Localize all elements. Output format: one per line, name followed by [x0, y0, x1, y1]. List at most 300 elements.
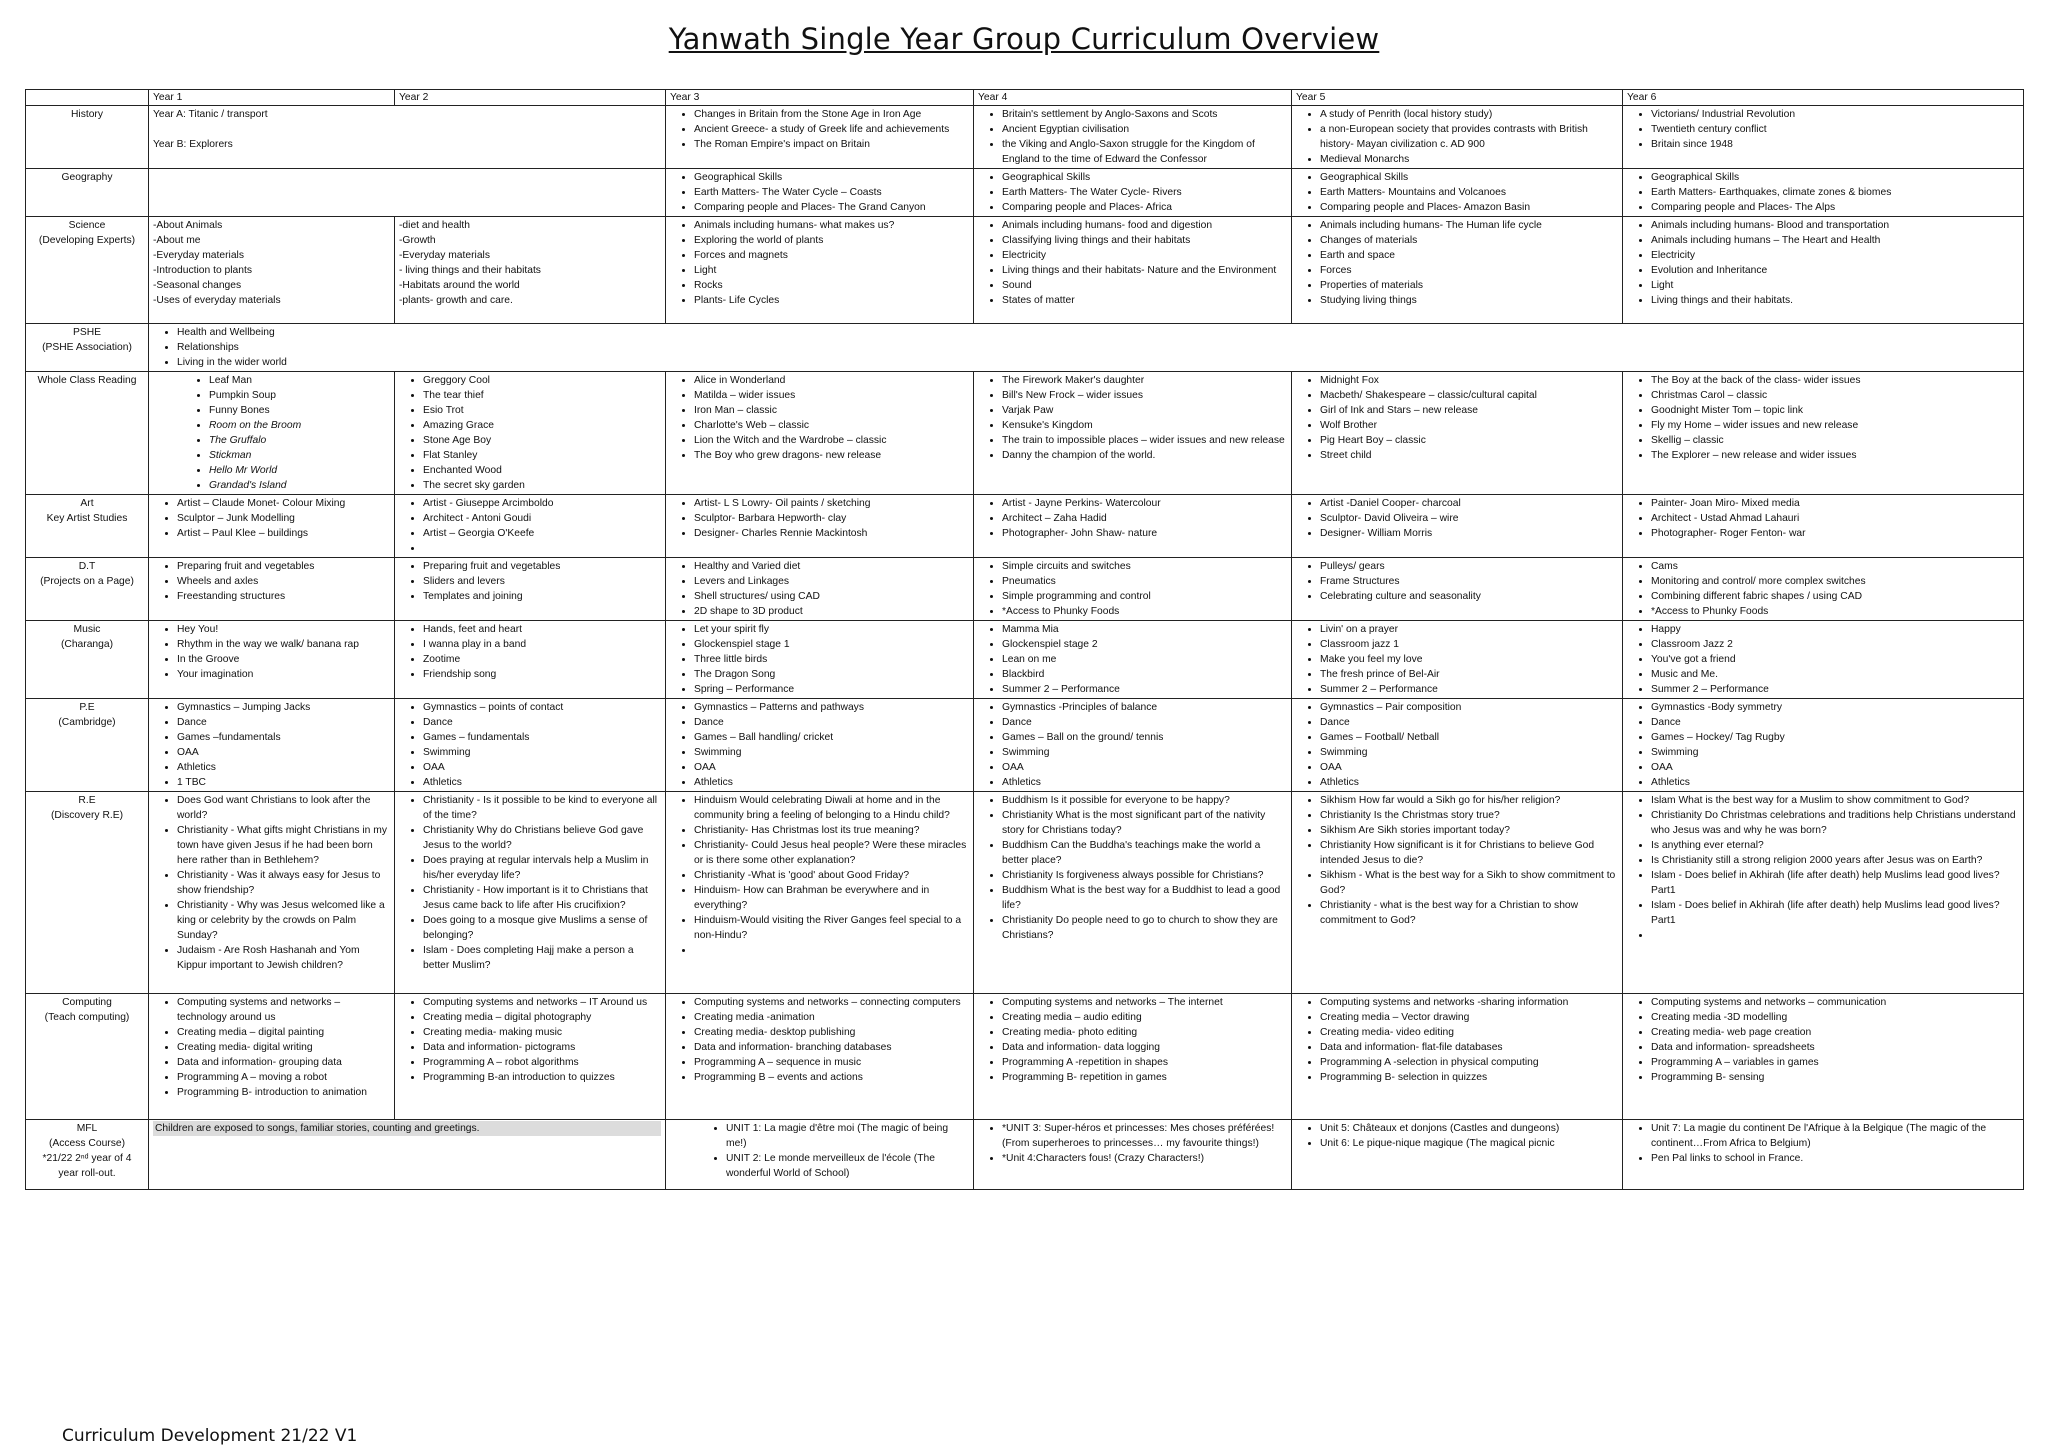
pe-year-6: [1623, 699, 2024, 792]
dt-year-5: [1292, 558, 1623, 621]
list-item: • Islam - Does completing Hajj make a person a better Muslim?: [423, 943, 661, 973]
pshe-all-years: [149, 324, 2024, 372]
row-computing: [26, 994, 2024, 1120]
list-item: • Hinduism-Would visiting the River Ganges feel special to a non-Hindu?: [694, 913, 969, 943]
list-item: • Programming B- sensing: [1651, 1070, 2019, 1085]
list-item: • Unit 5: Châteaux et donjons (Castles and dungeons): [1320, 1121, 1618, 1136]
subject-dt: [26, 558, 149, 621]
music-year-5: [1292, 621, 1623, 699]
list-item: • Hands, feet and heart: [423, 622, 661, 637]
list-item: • Girl of Ink and Stars – new release: [1320, 403, 1618, 418]
list-item: • Macbeth/ Shakespeare – classic/cultural capital: [1320, 388, 1618, 403]
list-item: • Wheels and axles: [177, 574, 390, 589]
list-item: • Skellig – classic: [1651, 433, 2019, 448]
music-year-2: [395, 621, 666, 699]
list-item: • Sikhism - What is the best way for a Sikh to show commitment to God?: [1320, 868, 1618, 898]
history-year-4-list: [978, 107, 1287, 167]
list-item: • Programming A – robot algorithms: [423, 1055, 661, 1070]
art-year-3: [666, 495, 974, 558]
text-line: D.T: [78, 561, 96, 572]
text-line: (Cambridge): [58, 717, 116, 728]
list-item: • Sikhism How far would a Sikh go for his/her religion?: [1320, 793, 1618, 808]
list-item: • Artist – Claude Monet- Colour Mixing: [177, 496, 390, 511]
text-line: -Growth: [399, 235, 436, 246]
list-item: • Athletics: [1320, 775, 1618, 790]
list-item: • Simple circuits and switches: [1002, 559, 1287, 574]
list-item: • Healthy and Varied diet: [694, 559, 969, 574]
list-item: • Swimming: [1320, 745, 1618, 760]
list-item: • Britain's settlement by Anglo-Saxons and Scots: [1002, 107, 1287, 122]
row-science: [26, 217, 2024, 324]
list-item: • Pig Heart Boy – classic: [1320, 433, 1618, 448]
list-item: • Alice in Wonderland: [694, 373, 969, 388]
list-item: • Earth Matters- Mountains and Volcanoes: [1320, 185, 1618, 200]
list-item: • Creating media – digital photography: [423, 1010, 661, 1025]
list-item: • Summer 2 – Performance: [1651, 682, 2019, 697]
pe-year-3-list: [670, 700, 969, 790]
list-item: • Computing systems and networks – IT Around us: [423, 995, 661, 1010]
list-item: • Classifying living things and their habitats: [1002, 233, 1287, 248]
list-item: • Data and information- branching databases: [694, 1040, 969, 1055]
list-item: • In the Groove: [177, 652, 390, 667]
science-year-3-list: [670, 218, 969, 308]
text-line: Year A: Titanic / transport: [153, 109, 268, 120]
pe-year-5-list: [1296, 700, 1618, 790]
footer-version: Curriculum Development 21/22 V1: [62, 1426, 358, 1446]
list-item: • Animals including humans – The Heart and Health: [1651, 233, 2019, 248]
subject-re: [26, 792, 149, 994]
header-corner: [26, 90, 149, 106]
row-dt: [26, 558, 2024, 621]
list-item: • Data and information- data logging: [1002, 1040, 1287, 1055]
list-item: • Comparing people and Places- The Grand Canyon: [694, 200, 969, 215]
list-item: • Christianity - What gifts might Christians in my town have given Jesus if he had been born here rather than in Bethlehem?: [177, 823, 390, 868]
list-item: • Properties of materials: [1320, 278, 1618, 293]
list-item: • Sculptor – Junk Modelling: [177, 511, 390, 526]
list-item: • Spring – Performance: [694, 682, 969, 697]
list-item: • Iron Man – classic: [694, 403, 969, 418]
list-item: • Amazing Grace: [423, 418, 661, 433]
list-item: • Islam - Does belief in Akhirah (life after death) help Muslims lead good lives? Part1: [1651, 898, 2019, 928]
list-item: • *UNIT 3: Super-héros et princesses: Mes choses préférées! (From superheroes to princesses… my favourite things!): [1002, 1121, 1287, 1151]
list-item: • Danny the champion of the world.: [1002, 448, 1287, 463]
history-year-1-2: [149, 106, 666, 169]
pe-year-2-list: [399, 700, 661, 790]
list-item: • Christmas Carol – classic: [1651, 388, 2019, 403]
list-item: • Computing systems and networks – technology around us: [177, 995, 390, 1025]
list-item: • Data and information- flat-file databases: [1320, 1040, 1618, 1055]
computing-year-5: [1292, 994, 1623, 1120]
list-item: • Pulleys/ gears: [1320, 559, 1618, 574]
list-item: • Creating media – audio editing: [1002, 1010, 1287, 1025]
text-line: Whole Class Reading: [37, 375, 137, 386]
subject-history: [26, 106, 149, 169]
text-line: (Projects on a Page): [40, 576, 134, 587]
list-item: • States of matter: [1002, 293, 1287, 308]
dt-year-1-list: [153, 559, 390, 604]
list-item: • Happy: [1651, 622, 2019, 637]
list-item: • Glockenspiel stage 2: [1002, 637, 1287, 652]
subject-reading: [26, 372, 149, 495]
list-item: • Geographical Skills: [694, 170, 969, 185]
list-item: • Classroom Jazz 2: [1651, 637, 2019, 652]
mfl-year-6: [1623, 1120, 2024, 1190]
geography-year-6-list: [1627, 170, 2019, 215]
list-item: • Greggory Cool: [423, 373, 661, 388]
list-item: • Is anything ever eternal?: [1651, 838, 2019, 853]
list-item: • Dance: [694, 715, 969, 730]
list-item: • Comparing people and Places- The Alps: [1651, 200, 2019, 215]
computing-year-5-list: [1296, 995, 1618, 1085]
list-item: • Charlotte's Web – classic: [694, 418, 969, 433]
science-year-6: [1623, 217, 2024, 324]
list-item: • Monitoring and control/ more complex switches: [1651, 574, 2019, 589]
reading-year-2-list: [399, 373, 661, 493]
list-item: • Computing systems and networks – The internet: [1002, 995, 1287, 1010]
mfl-year-3: [666, 1120, 974, 1190]
list-item: • Athletics: [1651, 775, 2019, 790]
music-year-1: [149, 621, 395, 699]
list-item: • Dance: [1002, 715, 1287, 730]
subject-computing: [26, 994, 149, 1120]
list-item: • Christianity What is the most significant part of the nativity story for Christians today?: [1002, 808, 1287, 838]
text-line: -Everyday materials: [399, 250, 490, 261]
computing-year-3-list: [670, 995, 969, 1085]
header-year-3: Year 3: [666, 90, 974, 106]
list-item: • Bill's New Frock – wider issues: [1002, 388, 1287, 403]
list-item: • Glockenspiel stage 1: [694, 637, 969, 652]
list-item: • OAA: [1320, 760, 1618, 775]
science-year-4-list: [978, 218, 1287, 308]
list-item: • OAA: [1002, 760, 1287, 775]
subject-music: [26, 621, 149, 699]
history-year-6-list: [1627, 107, 2019, 152]
list-item: • Combining different fabric shapes / using CAD: [1651, 589, 2019, 604]
list-item: • Forces: [1320, 263, 1618, 278]
art-year-2: [395, 495, 666, 558]
list-item: • Leaf Man: [209, 373, 390, 388]
list-item: • Cams: [1651, 559, 2019, 574]
row-pshe: [26, 324, 2024, 372]
list-item: • Christianity - Was it always easy for Jesus to show friendship?: [177, 868, 390, 898]
list-item: • Does God want Christians to look after the world?: [177, 793, 390, 823]
list-item: • Electricity: [1651, 248, 2019, 263]
dt-year-5-list: [1296, 559, 1618, 604]
re-year-6: [1623, 792, 2024, 994]
list-item: • Summer 2 – Performance: [1320, 682, 1618, 697]
list-item: • Christianity- Could Jesus heal people? Were these miracles or is there some other explanation?: [694, 838, 969, 868]
text-line: -plants- growth and care.: [399, 295, 513, 306]
list-item: • Preparing fruit and vegetables: [423, 559, 661, 574]
re-year-5-list: [1296, 793, 1618, 928]
list-item: • Geographical Skills: [1002, 170, 1287, 185]
list-item: • Blackbird: [1002, 667, 1287, 682]
list-item: • Christianity - Is it possible to be kind to everyone all of the time?: [423, 793, 661, 823]
list-item: • Creating media – digital painting: [177, 1025, 390, 1040]
list-item: • Christianity - Why was Jesus welcomed like a king or celebrity by the crowds on Palm Sunday?: [177, 898, 390, 943]
list-item: • Architect – Zaha Hadid: [1002, 511, 1287, 526]
list-item: • Street child: [1320, 448, 1618, 463]
text-line: -Habitats around the world: [399, 280, 520, 291]
list-item: • Earth Matters- The Water Cycle – Coasts: [694, 185, 969, 200]
text-line: Year B: Explorers: [153, 139, 233, 150]
list-item: • Painter- Joan Miro- Mixed media: [1651, 496, 2019, 511]
list-item: • Christianity Do Christmas celebrations and traditions help Christians understand who Jesus was and why he was born?: [1651, 808, 2019, 838]
list-item: • Photographer- John Shaw- nature: [1002, 526, 1287, 541]
pe-year-4: [974, 699, 1292, 792]
list-item: • Christianity - what is the best way for a Christian to show commitment to God?: [1320, 898, 1618, 928]
list-item: • Goodnight Mister Tom – topic link: [1651, 403, 2019, 418]
dt-year-4-list: [978, 559, 1287, 619]
list-item: • Animals including humans- Blood and transportation: [1651, 218, 2019, 233]
reading-year-3: [666, 372, 974, 495]
list-item: • Summer 2 – Performance: [1002, 682, 1287, 697]
dt-year-6-list: [1627, 559, 2019, 619]
list-item: • Animals including humans- food and digestion: [1002, 218, 1287, 233]
list-item: • Dance: [1320, 715, 1618, 730]
list-item: • Creating media- photo editing: [1002, 1025, 1287, 1040]
list-item: • Room on the Broom: [209, 418, 390, 433]
list-item: • Unit 7: La magie du continent De l'Afrique à la Belgique (The magic of the continent…From Africa to Belgium): [1651, 1121, 2019, 1151]
list-item: • Celebrating culture and seasonality: [1320, 589, 1618, 604]
dt-year-4: [974, 558, 1292, 621]
re-year-3: [666, 792, 974, 994]
list-item: • Gymnastics – Jumping Jacks: [177, 700, 390, 715]
list-item: • Creating media- desktop publishing: [694, 1025, 969, 1040]
list-item: • Flat Stanley: [423, 448, 661, 463]
list-item: • Christianity Is the Christmas story true?: [1320, 808, 1618, 823]
list-item: • Living things and their habitats.: [1651, 293, 2019, 308]
list-item: • Christianity How significant is it for Christians to believe God intended Jesus to die?: [1320, 838, 1618, 868]
list-item: • Games – fundamentals: [423, 730, 661, 745]
row-re: [26, 792, 2024, 994]
list-item: • Changes of materials: [1320, 233, 1618, 248]
dt-year-2: [395, 558, 666, 621]
row-mfl: [26, 1120, 2024, 1190]
list-item: • UNIT 2: Le monde merveilleux de l'école (The wonderful World of School): [726, 1151, 969, 1181]
list-item: • Games – Hockey/ Tag Rugby: [1651, 730, 2019, 745]
list-item: • OAA: [423, 760, 661, 775]
subject-geography: [26, 169, 149, 217]
text-line: -Uses of everyday materials: [153, 295, 281, 306]
list-item: • Islam - Does belief in Akhirah (life after death) help Muslims lead good lives? Part1: [1651, 868, 2019, 898]
list-item: • Gymnastics – Patterns and pathways: [694, 700, 969, 715]
list-item: • You've got a friend: [1651, 652, 2019, 667]
list-item: • OAA: [177, 745, 390, 760]
geography-year-3: [666, 169, 974, 217]
reading-year-1: [149, 372, 395, 495]
list-item: • Programming A -selection in physical computing: [1320, 1055, 1618, 1070]
list-item: • Data and information- pictograms: [423, 1040, 661, 1055]
list-item: • Sound: [1002, 278, 1287, 293]
list-item: • Judaism - Are Rosh Hashanah and Yom Kippur important to Jewish children?: [177, 943, 390, 973]
list-item: • Funny Bones: [209, 403, 390, 418]
list-item: • Classroom jazz 1: [1320, 637, 1618, 652]
list-item: • Programming B- selection in quizzes: [1320, 1070, 1618, 1085]
list-item: • Programming B- introduction to animation: [177, 1085, 390, 1100]
list-item: • The Boy at the back of the class- wider issues: [1651, 373, 2019, 388]
list-item: • A study of Penrith (local history study): [1320, 107, 1618, 122]
reading-year-4: [974, 372, 1292, 495]
reading-year-4-list: [978, 373, 1287, 463]
list-item: • Earth Matters- Earthquakes, climate zones & biomes: [1651, 185, 2019, 200]
list-item: • Hey You!: [177, 622, 390, 637]
list-item: • Photographer- Roger Fenton- war: [1651, 526, 2019, 541]
list-item: • Gymnastics -Body symmetry: [1651, 700, 2019, 715]
list-item: • Light: [694, 263, 969, 278]
list-item: • Medieval Monarchs: [1320, 152, 1618, 167]
list-item: • Twentieth century conflict: [1651, 122, 2019, 137]
science-year-5: [1292, 217, 1623, 324]
list-item: • Enchanted Wood: [423, 463, 661, 478]
music-year-6-list: [1627, 622, 2019, 697]
text-line: (Charanga): [60, 639, 114, 650]
geography-year-4: [974, 169, 1292, 217]
list-item: • *Unit 4:Characters fous! (Crazy Characters!): [1002, 1151, 1287, 1166]
list-item: • Livin' on a prayer: [1320, 622, 1618, 637]
list-item: • Programming A -repetition in shapes: [1002, 1055, 1287, 1070]
list-item: • Data and information- spreadsheets: [1651, 1040, 2019, 1055]
list-item: • Swimming: [694, 745, 969, 760]
science-year-4: [974, 217, 1292, 324]
list-item: • Sculptor- Barbara Hepworth- clay: [694, 511, 969, 526]
list-item: • Games – Ball on the ground/ tennis: [1002, 730, 1287, 745]
music-year-3-list: [670, 622, 969, 697]
list-item: • Artist – Paul Klee – buildings: [177, 526, 390, 541]
list-item: • Christianity Why do Christians believe God gave Jesus to the world?: [423, 823, 661, 853]
music-year-4: [974, 621, 1292, 699]
list-item: • Swimming: [423, 745, 661, 760]
row-geography: [26, 169, 2024, 217]
list-item: • The Boy who grew dragons- new release: [694, 448, 969, 463]
computing-year-4-list: [978, 995, 1287, 1085]
row-art: [26, 495, 2024, 558]
geography-year-5: [1292, 169, 1623, 217]
computing-year-1: [149, 994, 395, 1120]
list-item: • Exploring the world of plants: [694, 233, 969, 248]
list-item: • Levers and Linkages: [694, 574, 969, 589]
music-year-3: [666, 621, 974, 699]
text-line: Music: [73, 624, 101, 635]
list-item: • Zootime: [423, 652, 661, 667]
list-item: • Designer- Charles Rennie Mackintosh: [694, 526, 969, 541]
science-year-5-list: [1296, 218, 1618, 308]
list-item: • Games –fundamentals: [177, 730, 390, 745]
list-item: • OAA: [694, 760, 969, 775]
science-year-6-list: [1627, 218, 2019, 308]
reading-year-3-list: [670, 373, 969, 463]
reading-year-1-list: [153, 373, 390, 493]
list-item: • Ancient Egyptian civilisation: [1002, 122, 1287, 137]
list-item: • Light: [1651, 278, 2019, 293]
list-item: • Grandad's Island: [209, 478, 390, 493]
list-item: • Hinduism- How can Brahman be everywhere and in everything?: [694, 883, 969, 913]
art-year-4: [974, 495, 1292, 558]
text-line: (Developing Experts): [38, 235, 136, 246]
pshe-list: [153, 325, 2019, 370]
list-item: • Evolution and Inheritance: [1651, 263, 2019, 278]
list-item: • Gymnastics – Pair composition: [1320, 700, 1618, 715]
list-item: • *Access to Phunky Foods: [1651, 604, 2019, 619]
subject-science: [26, 217, 149, 324]
dt-year-3: [666, 558, 974, 621]
list-item: • Rocks: [694, 278, 969, 293]
list-item: • Rhythm in the way we walk/ banana rap: [177, 637, 390, 652]
list-item: • Lean on me: [1002, 652, 1287, 667]
list-item: • I wanna play in a band: [423, 637, 661, 652]
text-line: -About Animals: [153, 220, 223, 231]
mfl-year-4: [974, 1120, 1292, 1190]
row-history: [26, 106, 2024, 169]
text-line: (Access Course): [48, 1138, 126, 1149]
geography-year-1-2: [149, 169, 666, 217]
list-item: • Swimming: [1002, 745, 1287, 760]
re-year-1: [149, 792, 395, 994]
list-item: • Creating media -3D modelling: [1651, 1010, 2019, 1025]
list-item: • Wolf Brother: [1320, 418, 1618, 433]
text-line: [153, 122, 661, 137]
mfl-year-3-list: [670, 1121, 969, 1181]
list-item: • Programming B-an introduction to quizzes: [423, 1070, 661, 1085]
music-year-2-list: [399, 622, 661, 682]
list-item: • The tear thief: [423, 388, 661, 403]
mfl-year-6-list: [1627, 1121, 2019, 1166]
text-line: Computing: [62, 997, 112, 1008]
list-item: • Esio Trot: [423, 403, 661, 418]
list-item: • Living in the wider world: [177, 355, 2019, 370]
list-item: • Programming A – moving a robot: [177, 1070, 390, 1085]
computing-year-4: [974, 994, 1292, 1120]
text-line: R.E: [78, 795, 96, 806]
geography-year-4-list: [978, 170, 1287, 215]
geography-year-3-list: [670, 170, 969, 215]
list-item: • Buddhism What is the best way for a Buddhist to lead a good life?: [1002, 883, 1287, 913]
subject-mfl: [26, 1120, 149, 1190]
list-item: • The train to impossible places – wider issues and new release: [1002, 433, 1287, 448]
list-item: • Music and Me.: [1651, 667, 2019, 682]
pe-year-3: [666, 699, 974, 792]
list-item: • Hello Mr World: [209, 463, 390, 478]
list-item: • Is Christianity still a strong religion 2000 years after Jesus was on Earth?: [1651, 853, 2019, 868]
list-item: • Sliders and levers: [423, 574, 661, 589]
list-item: • Artist -Daniel Cooper- charcoal: [1320, 496, 1618, 511]
history-year-4: [974, 106, 1292, 169]
music-year-6: [1623, 621, 2024, 699]
list-item: [1651, 928, 2019, 943]
list-item: • Kensuke's Kingdom: [1002, 418, 1287, 433]
list-item: • OAA: [1651, 760, 2019, 775]
pe-year-2: [395, 699, 666, 792]
computing-year-2-list: [399, 995, 661, 1085]
list-item: • The Roman Empire's impact on Britain: [694, 137, 969, 152]
list-item: • Creating media- making music: [423, 1025, 661, 1040]
subject-art: [26, 495, 149, 558]
music-year-4-list: [978, 622, 1287, 697]
geography-year-6: [1623, 169, 2024, 217]
list-item: • The Explorer – new release and wider issues: [1651, 448, 2019, 463]
list-item: • Islam What is the best way for a Muslim to show commitment to God?: [1651, 793, 2019, 808]
history-year-3: [666, 106, 974, 169]
re-year-5: [1292, 792, 1623, 994]
list-item: • Earth Matters- The Water Cycle- Rivers: [1002, 185, 1287, 200]
text-line: year roll-out.: [58, 1168, 116, 1179]
re-year-2-list: [399, 793, 661, 973]
text-line: -Seasonal changes: [153, 280, 242, 291]
text-line: Science: [68, 220, 106, 231]
text-line: Geography: [61, 172, 113, 183]
re-year-4-list: [978, 793, 1287, 943]
list-item: • Stickman: [209, 448, 390, 463]
